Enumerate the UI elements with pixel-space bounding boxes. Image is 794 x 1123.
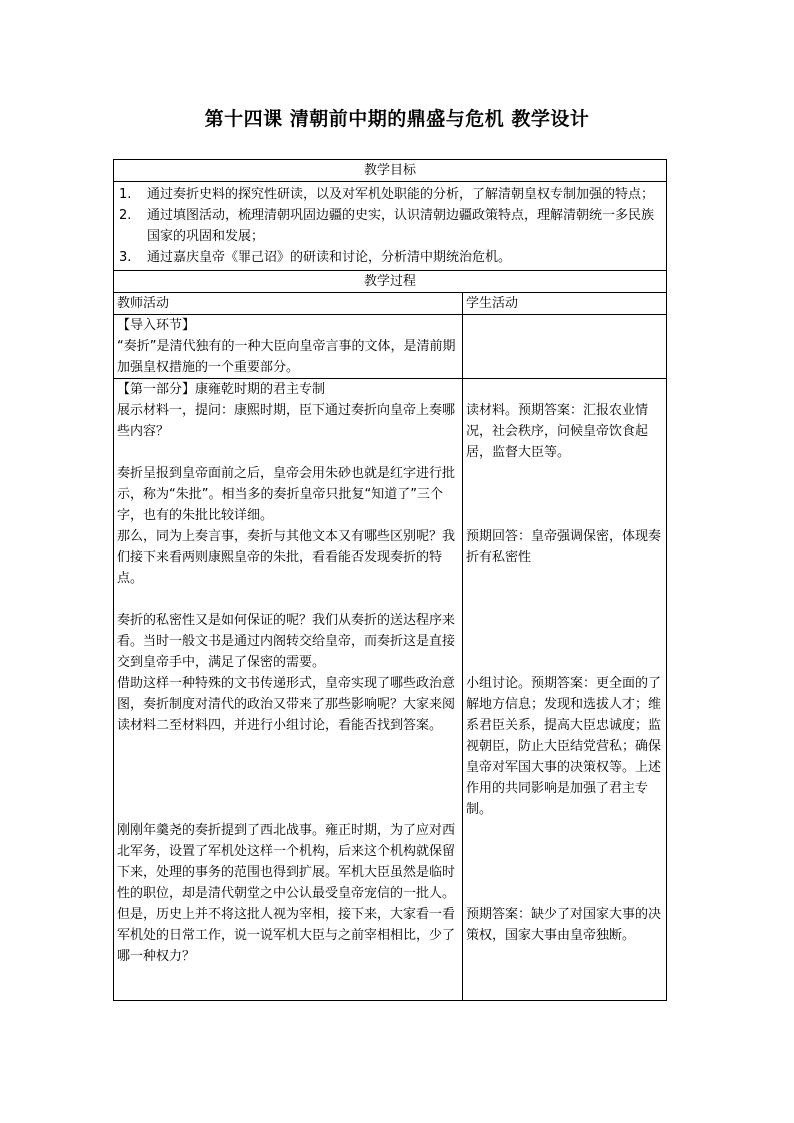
goal-text: 通过奏折史料的探究性研读，以及对军机处职能的分析，了解清朝皇权专制加强的特点；	[147, 187, 655, 202]
page-title: 第十四课 清朝前中期的鼎盛与危机 教学设计	[204, 108, 590, 130]
goals-row	[114, 182, 667, 271]
intro-text: “奏折”是清代独有的一种大臣向皇帝言事的文体，是清前期加强皇权措施的一个重要部分。	[117, 339, 456, 375]
goal-item	[117, 184, 663, 205]
goal-item	[117, 247, 663, 268]
process-header: 教学过程	[114, 271, 667, 293]
student-answer: 预期回答：皇帝强调保密，体现奏折有私密性	[466, 529, 662, 565]
goals-list	[114, 182, 667, 271]
part1-teacher-cell	[114, 379, 463, 1001]
goal-number: 1.	[119, 187, 132, 202]
goal-item	[117, 205, 663, 247]
teacher-paragraph: 奏折呈报到皇帝面前之后，皇帝会用朱砂也就是红字进行批示，称为“朱批”。相当多的奏折皇帝只批复“知道了”三个字，也有的朱批比较详细。	[117, 466, 456, 523]
process-header-row	[114, 271, 667, 293]
teacher-paragraph: 奏折的私密性又是如何保证的呢？我们从奏折的送达程序来看。当时一般文书是通过内阁转交给皇帝，而奏折这是直接交到皇帝手中，满足了保密的需要。	[117, 613, 456, 670]
intro-row	[114, 315, 667, 379]
student-answer: 小组讨论。预期答案：更全面的了解地方信息；发现和选拔人才；维系君臣关系，提高大臣忠诚度；监视朝臣，防止大臣结党营私；确保皇帝对军国大事的决策权等。上述作用的共同影响是加强了君主专制。	[466, 676, 662, 817]
goals-header: 教学目标	[114, 160, 667, 182]
student-activity-header: 学生活动	[463, 293, 667, 315]
part1-heading: 【第一部分】康雍乾时期的君主专制	[117, 382, 326, 397]
intro-heading: 【导入环节】	[117, 318, 196, 333]
goal-text: 通过填图活动，梳理清朝巩固边疆的史实，认识清朝边疆政策特点，理解清朝统一多民族国家的巩固和发展；	[147, 208, 655, 244]
intro-teacher-cell	[114, 315, 463, 379]
activity-header-row	[114, 293, 667, 315]
goal-number: 2.	[119, 208, 132, 223]
teacher-paragraph: 展示材料一，提问：康熙时期，臣下通过奏折向皇帝上奏哪些内容？	[117, 403, 456, 439]
teacher-activity-header: 教师活动	[114, 293, 463, 315]
part1-student-cell	[463, 379, 667, 1001]
part1-row	[114, 379, 667, 1001]
student-answer: 预期答案：缺少了对国家大事的决策权，国家大事由皇帝独断。	[466, 907, 662, 943]
goal-text: 通过嘉庆皇帝《罪己诏》的研读和讨论，分析清中期统治危机。	[147, 250, 512, 265]
teacher-paragraph: 刚刚年羹尧的奏折提到了西北战事。雍正时期，为了应对西北军务，设置了军机处这样一个机构，后来这个机构就保留下来，处理的事务的范围也得到扩展。军机大臣虽然是临时性的职位，却是清代朝堂之中公认最受皇帝宠信的一批人。但是，历史上并不将这批人视为宰相，接下来，大家看一看军机处的日常工作，说一说军机大臣与之前宰相相比，少了哪一种权力？	[117, 823, 456, 964]
teacher-paragraph: 借助这样一种特殊的文书传递形式，皇帝实现了哪些政治意图，奏折制度对清代的政治又带来了那些影响呢？大家来阅读材料二至材料四，并进行小组讨论，看能否找到答案。	[117, 676, 456, 733]
lesson-plan-table	[113, 159, 667, 1001]
intro-student-cell	[463, 315, 667, 379]
teacher-paragraph: 那么，同为上奏言事，奏折与其他文本又有哪些区别呢？我们接下来看两则康熙皇帝的朱批，看看能否发现奏折的特点。	[117, 529, 456, 586]
student-answer: 读材料。预期答案：汇报农业情况，社会秩序，问候皇帝饮食起居，监督大臣等。	[466, 403, 649, 460]
goal-number: 3.	[119, 250, 132, 265]
goals-header-row	[114, 160, 667, 182]
